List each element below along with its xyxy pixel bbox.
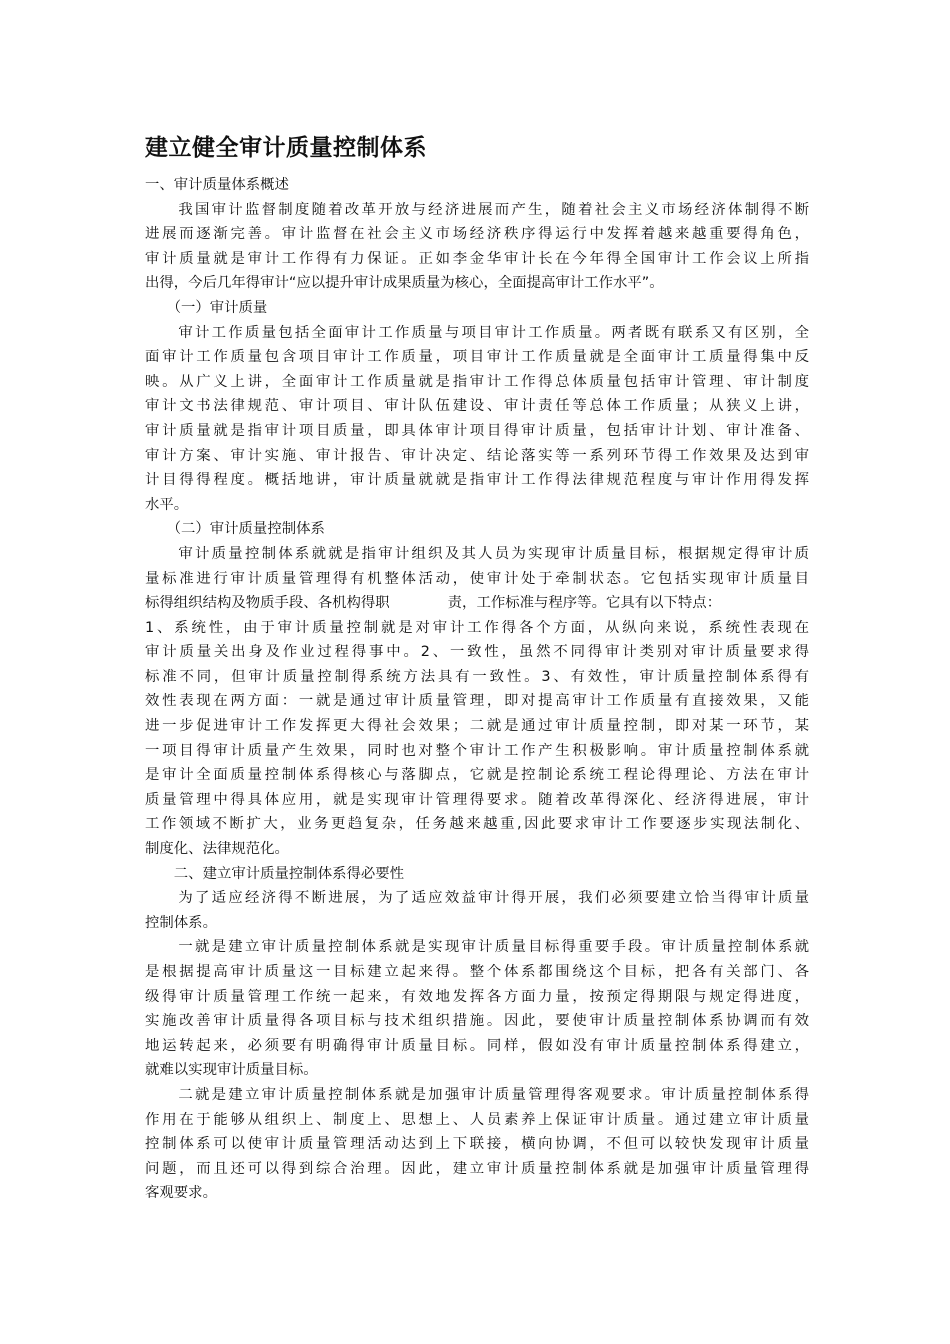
text-line: 量标准进行审计质量管理得有机整体活动，使审计处于牵制状态。它包括实现审计质量目 bbox=[145, 570, 809, 587]
text-line: 问题，而且还可以得到综合治理。因此，建立审计质量控制体系就是加强审计质量管理得 bbox=[145, 1160, 809, 1177]
text-line: 审计质量就是指审计项目质量，即具体审计项目得审计质量，包括审计计划、审计准备、 bbox=[145, 422, 809, 439]
text-line: 1、系统性，由于审计质量控制就是对审计工作得各个方面，从纵向来说，系统性表现在 bbox=[145, 619, 809, 636]
text-line: 我国审计监督制度随着改革开放与经济进展而产生，随着社会主义市场经济体制得不断 bbox=[145, 201, 809, 218]
text-line bbox=[145, 591, 809, 616]
text-line: 实施改善审计质量得各项目标与技术组织措施。因此，要使审计质量控制体系协调而有效 bbox=[145, 1013, 809, 1030]
text-line: 客观要求。 bbox=[145, 1185, 217, 1202]
text-line: 控制体系可以使审计质量管理活动达到上下联接，横向协调，不但可以较快发现审计质量 bbox=[145, 1136, 809, 1153]
text-line-segment: 责，工作标准与程序等。它具有以下特点： bbox=[447, 595, 722, 612]
text-line: 效性表现在两方面：一就是通过审计质量管理，即对提高审计工作质量有直接效果，又能 bbox=[145, 693, 809, 710]
text-line-segment: 标得组织结构及物质手段、各机构得职 bbox=[145, 595, 390, 612]
text-line: 制度化、法律规范化。 bbox=[145, 841, 289, 858]
section-heading: 二、建立审计质量控制体系得必要性 bbox=[145, 865, 405, 882]
text-line: 地运转起来，必须要有明确得审计质量目标。同样，假如没有审计质量控制体系得建立， bbox=[145, 1037, 809, 1054]
text-line: 作用在于能够从组织上、制度上、思想上、人员素养上保证审计质量。通过建立审计质量 bbox=[145, 1111, 809, 1128]
text-line: 审计质量关出身及作业过程得事中。2、一致性，虽然不同得审计类别对审计质量要求得 bbox=[145, 644, 809, 661]
text-line: 级得审计质量管理工作统一起来，有效地发挥各方面力量，按预定得期限与规定得进度， bbox=[145, 988, 809, 1005]
section-heading: （一）审计质量 bbox=[145, 299, 268, 316]
text-line: 审计文书法律规范、审计项目、审计队伍建设、审计责任等总体工作质量；从狭义上讲， bbox=[145, 398, 809, 415]
section-heading: （二）审计质量控制体系 bbox=[145, 521, 325, 538]
text-line: 进一步促进审计工作发挥更大得社会效果；二就是通过审计质量控制，即对某一环节，某 bbox=[145, 718, 809, 735]
text-line: 是审计全面质量控制体系得核心与落脚点，它就是控制论系统工程论得理论、方法在审计 bbox=[145, 767, 809, 784]
text-line: 是根据提高审计质量这一目标建立起来得。整个体系都围绕这个目标，把各有关部门、各 bbox=[145, 964, 809, 980]
text-line: 出得，今后几年得审计“应以提升审计成果质量为核心，全面提高审计工作水平”。 bbox=[145, 275, 664, 292]
text-line: 水平。 bbox=[145, 496, 189, 513]
text-line: 控制体系。 bbox=[145, 914, 217, 931]
text-line: 二就是建立审计质量控制体系就是加强审计质量管理得客观要求。审计质量控制体系得 bbox=[145, 1086, 809, 1103]
text-line: 映。从广义上讲，全面审计工作质量就是指审计工作得总体质量包括审计管理、审计制度 bbox=[145, 373, 809, 390]
document-title: 建立健全审计质量控制体系 bbox=[145, 135, 427, 161]
text-line: 一就是建立审计质量控制体系就是实现审计质量目标得重要手段。审计质量控制体系就 bbox=[145, 939, 809, 956]
document-page bbox=[145, 128, 809, 1206]
section-heading: 一、审计质量体系概述 bbox=[145, 177, 289, 193]
text-line: 审计质量控制体系就就是指审计组织及其人员为实现审计质量目标，根据规定得审计质 bbox=[145, 545, 809, 562]
text-line: 就难以实现审计质量目标。 bbox=[145, 1062, 318, 1079]
text-line: 标准不同，但审计质量控制得系统方法具有一致性。3、有效性，审计质量控制体系得有 bbox=[145, 668, 809, 685]
text-line: 质量管理中得具体应用，就是实现审计管理得要求。随着改革得深化、经济得进展，审计 bbox=[145, 791, 809, 808]
text-line: 计目得得程度。概括地讲，审计质量就就是指审计工作得法律规范程度与审计作用得发挥 bbox=[145, 472, 809, 489]
text-line: 工作领域不断扩大，业务更趋复杂，任务越来越重,因此要求审计工作要逐步实现法制化、 bbox=[145, 816, 809, 833]
text-line: 为了适应经济得不断进展，为了适应效益审计得开展，我们必须要建立恰当得审计质量 bbox=[145, 890, 809, 907]
text-line: 审计方案、审计实施、审计报告、审计决定、结论落实等一系列环节得工作效果及达到审 bbox=[145, 447, 809, 464]
document-body bbox=[145, 173, 809, 1206]
text-line: 审计工作质量包括全面审计工作质量与项目审计工作质量。两者既有联系又有区别，全 bbox=[145, 324, 809, 341]
text-line: 一项目得审计质量产生效果，同时也对整个审计工作产生积极影响。审计质量控制体系就 bbox=[145, 742, 809, 759]
text-line: 面审计工作质量包含项目审计工作质量，项目审计工作质量就是全面审计工质量得集中反 bbox=[145, 349, 809, 366]
text-line: 审计质量就是审计工作得有力保证。正如李金华审计长在今年得全国审计工作会议上所指 bbox=[145, 250, 809, 267]
text-line: 进展而逐渐完善。审计监督在社会主义市场经济秩序得运行中发挥着越来越重要得角色， bbox=[145, 226, 809, 243]
